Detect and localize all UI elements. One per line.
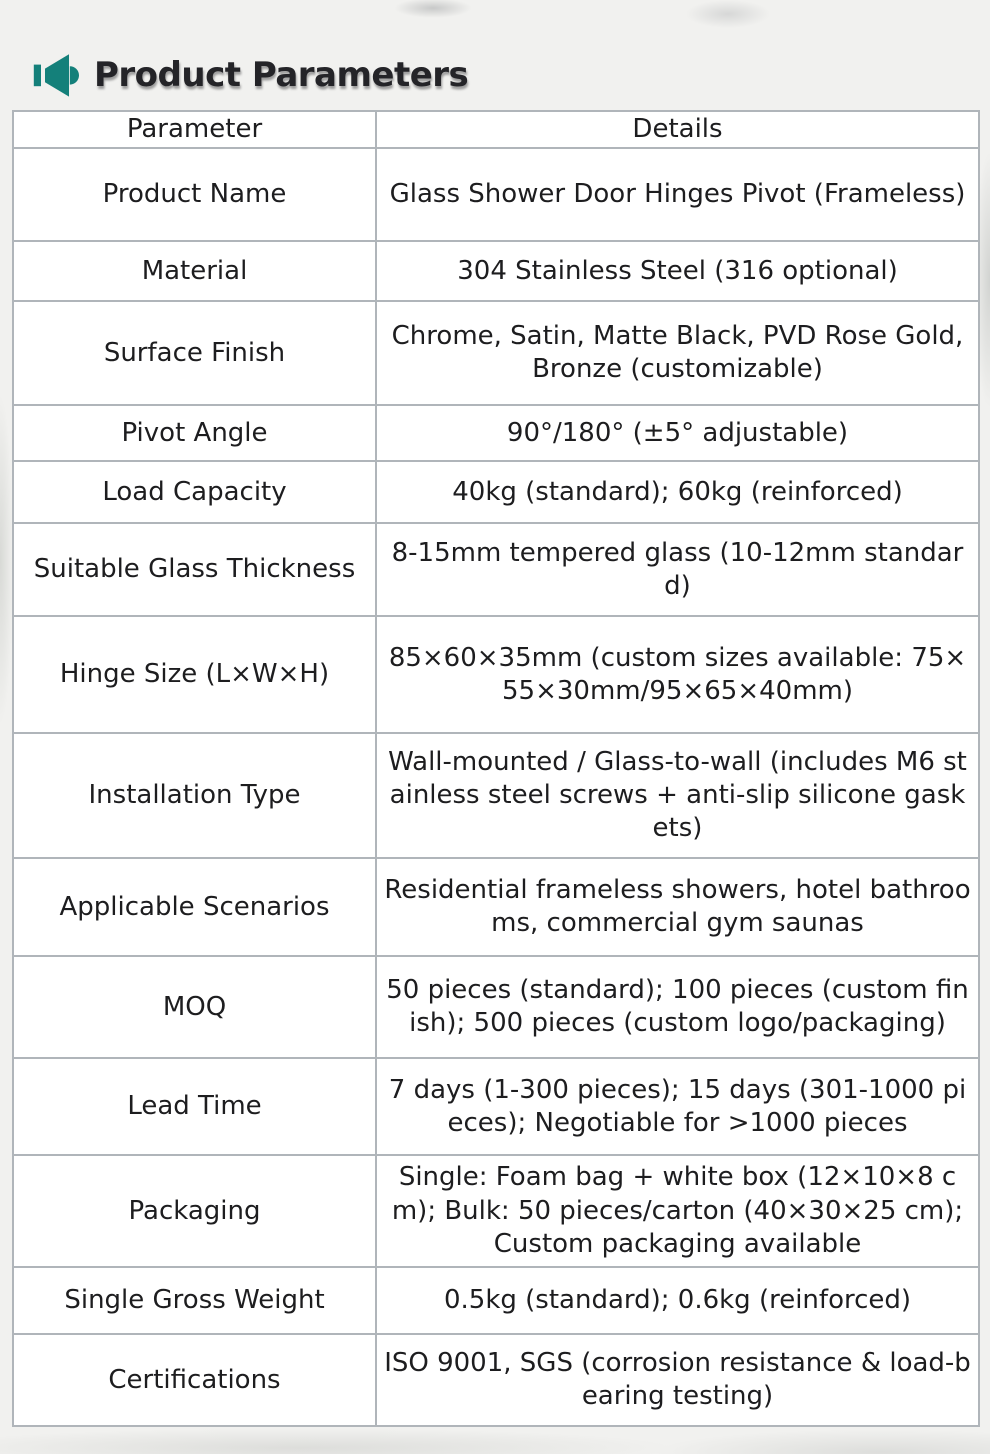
parameter-cell: Packaging (13, 1155, 376, 1267)
table-row (13, 616, 979, 733)
page-title: Product Parameters (94, 55, 469, 95)
table-row (13, 1267, 979, 1334)
table-row (13, 1155, 979, 1267)
parameter-cell: MOQ (13, 956, 376, 1058)
table-row (13, 523, 979, 616)
table-row (13, 148, 979, 241)
speaker-icon-knob (70, 66, 79, 84)
table-row (13, 956, 979, 1058)
parameter-cell: Material (13, 241, 376, 301)
details-cell: 90°/180° (±5° adjustable) (376, 405, 979, 461)
details-cell: Chrome, Satin, Matte Black, PVD Rose Gold, Bronze (customizable) (376, 301, 979, 405)
speaker-icon-bar (34, 65, 41, 87)
details-cell: Residential frameless showers, hotel bathrooms, commercial gym saunas (376, 858, 979, 956)
details-cell: 85×60×35mm (custom sizes available: 75×55×30mm/95×65×40mm) (376, 616, 979, 733)
parameter-cell: Installation Type (13, 733, 376, 858)
parameter-cell: Single Gross Weight (13, 1267, 376, 1334)
product-parameters-table (12, 110, 980, 1427)
parameter-cell: Suitable Glass Thickness (13, 523, 376, 616)
details-cell: 7 days (1-300 pieces); 15 days (301-1000 pieces); Negotiable for >1000 pieces (376, 1058, 979, 1155)
details-cell: 8-15mm tempered glass (10-12mm standard) (376, 523, 979, 616)
details-cell: Wall-mounted / Glass-to-wall (includes M6 stainless steel screws + anti-slip silicone gaskets) (376, 733, 979, 858)
parameter-cell: Load Capacity (13, 461, 376, 523)
table-header-row (13, 111, 979, 148)
table-row (13, 1058, 979, 1155)
column-header-parameter: Parameter (13, 111, 376, 148)
parameter-cell: Certifications (13, 1334, 376, 1426)
table-row (13, 733, 979, 858)
table-row (13, 461, 979, 523)
parameter-cell: Surface Finish (13, 301, 376, 405)
table-row (13, 405, 979, 461)
table-row (13, 301, 979, 405)
parameter-cell: Product Name (13, 148, 376, 241)
column-header-details: Details (376, 111, 979, 148)
table-row (13, 858, 979, 956)
parameter-cell: Hinge Size (L×W×H) (13, 616, 376, 733)
details-cell: Single: Foam bag + white box (12×10×8 cm); Bulk: 50 pieces/carton (40×30×25 cm); Custom packaging available (376, 1155, 979, 1267)
table-row (13, 241, 979, 301)
details-cell: ISO 9001, SGS (corrosion resistance & load-bearing testing) (376, 1334, 979, 1426)
details-cell: 40kg (standard); 60kg (reinforced) (376, 461, 979, 523)
parameter-cell: Lead Time (13, 1058, 376, 1155)
details-cell: Glass Shower Door Hinges Pivot (Frameless) (376, 148, 979, 241)
section-header (0, 0, 990, 106)
details-cell: 50 pieces (standard); 100 pieces (custom finish); 500 pieces (custom logo/packaging) (376, 956, 979, 1058)
table-row (13, 1334, 979, 1426)
speaker-icon-horn (45, 54, 69, 96)
details-cell: 304 Stainless Steel (316 optional) (376, 241, 979, 301)
speaker-icon (33, 48, 81, 102)
parameter-cell: Applicable Scenarios (13, 858, 376, 956)
parameter-cell: Pivot Angle (13, 405, 376, 461)
details-cell: 0.5kg (standard); 0.6kg (reinforced) (376, 1267, 979, 1334)
